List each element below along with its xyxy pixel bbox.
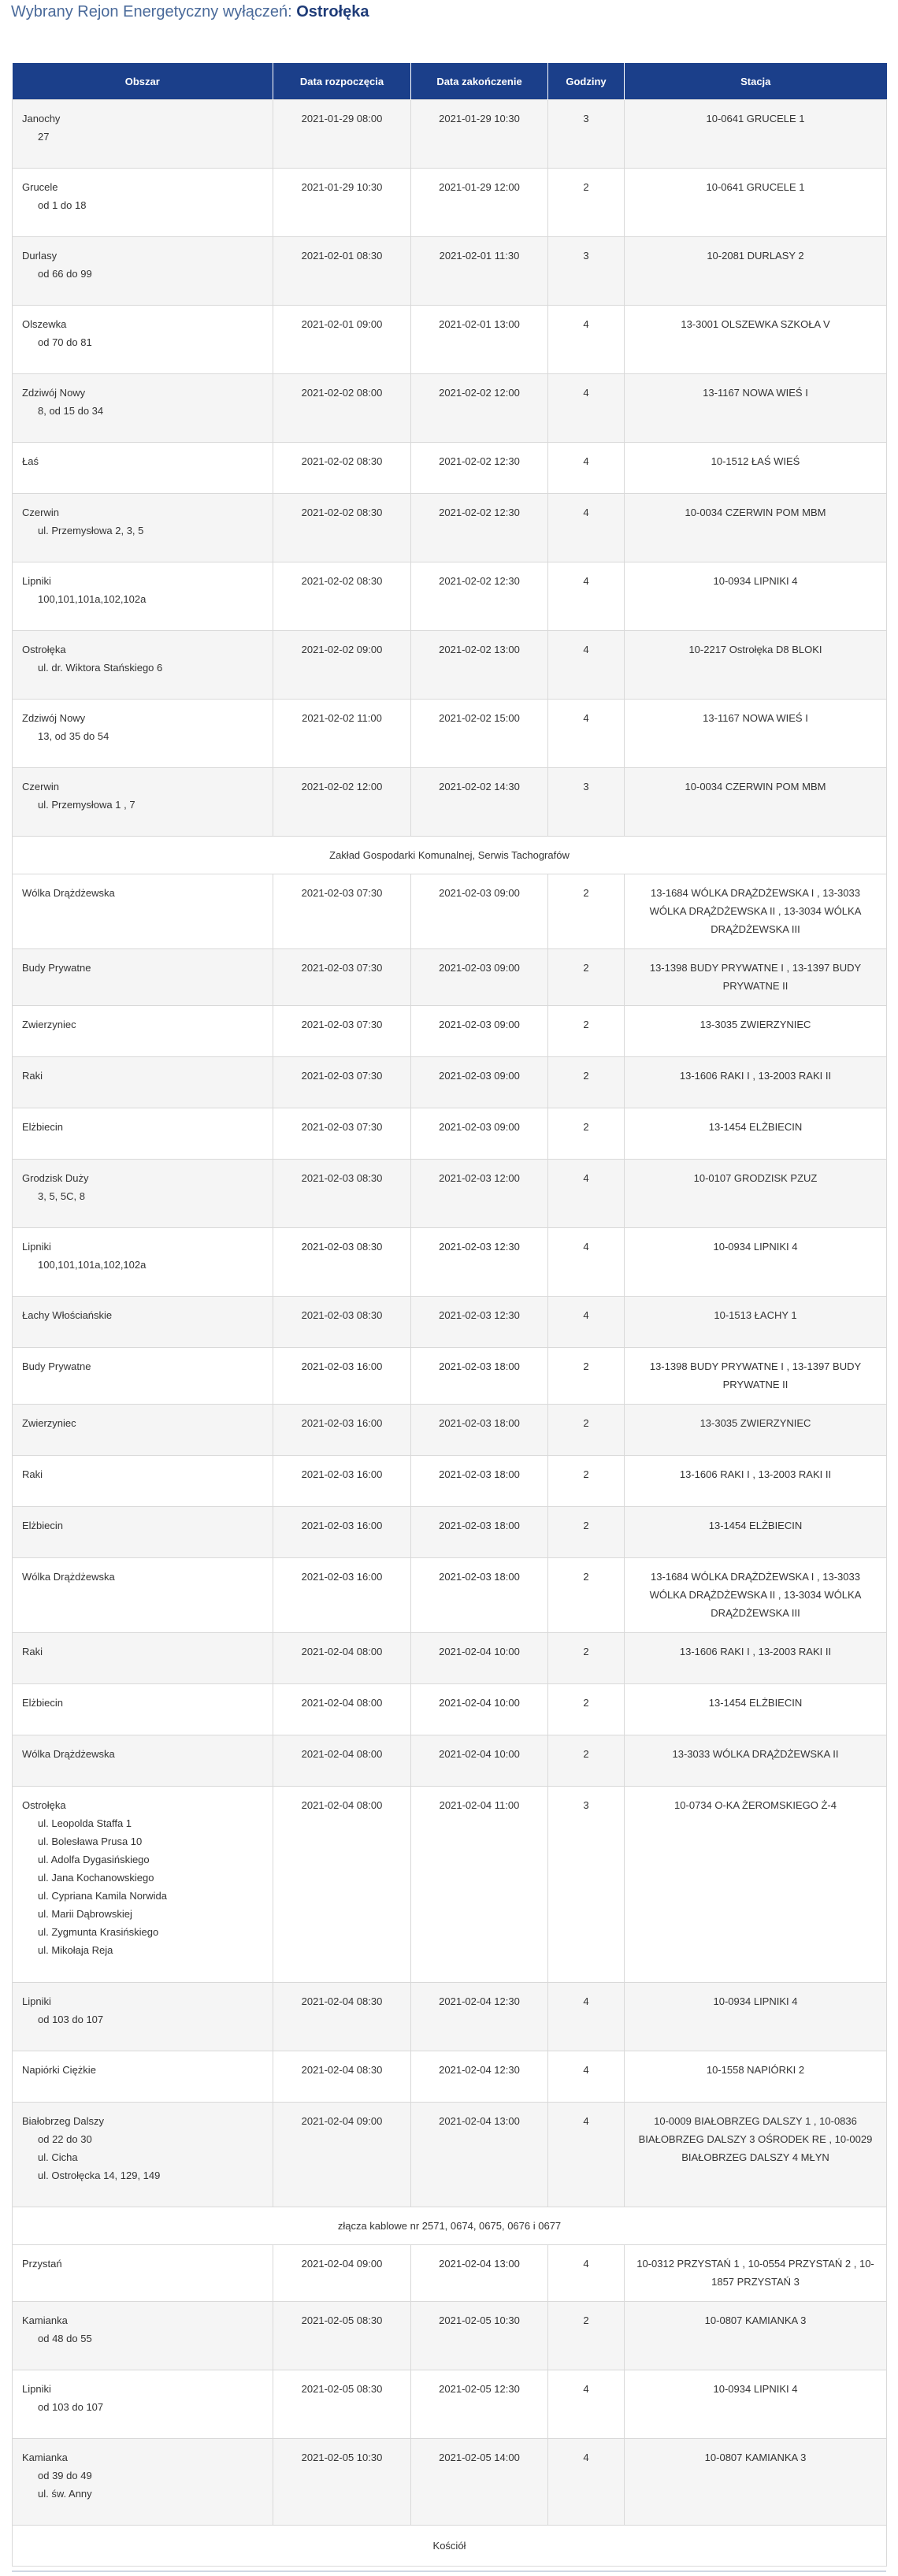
cell-start: 2021-02-04 09:00 <box>273 2245 411 2302</box>
area-detail: ul. Bolesława Prusa 10 <box>38 1835 143 1847</box>
area-detail: ul. Przemysłowa 1 , 7 <box>38 799 135 811</box>
cell-station: 13-1606 RAKI I , 13-2003 RAKI II <box>625 1057 887 1108</box>
area-name: Lipniki <box>22 2383 51 2395</box>
cell-area <box>13 1633 273 1684</box>
cell-end: 2021-01-29 12:00 <box>411 169 548 237</box>
cell-end: 2021-02-02 14:30 <box>411 768 548 837</box>
area-detail: ul. Jana Kochanowskiego <box>38 1872 154 1884</box>
cell-start: 2021-02-04 08:00 <box>273 1787 411 1983</box>
cell-end: 2021-02-03 09:00 <box>411 1006 548 1057</box>
area-name: Przystań <box>22 2258 62 2270</box>
area-detail: 3, 5, 5C, 8 <box>38 1190 85 1202</box>
cell-hours: 4 <box>548 2051 625 2103</box>
cell-hours: 4 <box>548 1228 625 1297</box>
cell-station: 13-1454 ELŻBIECIN <box>625 1108 887 1160</box>
cell-start: 2021-02-03 08:30 <box>273 1297 411 1348</box>
table-row <box>13 1297 887 1348</box>
cell-end: 2021-02-03 18:00 <box>411 1405 548 1456</box>
cell-area <box>13 494 273 562</box>
cell-start: 2021-02-01 09:00 <box>273 306 411 374</box>
cell-area <box>13 1558 273 1633</box>
table-row <box>13 1108 887 1160</box>
cell-area <box>13 2245 273 2302</box>
table-row <box>13 1057 887 1108</box>
cell-end: 2021-02-01 11:30 <box>411 237 548 306</box>
cell-end: 2021-02-02 13:00 <box>411 631 548 700</box>
cell-start: 2021-02-02 12:00 <box>273 768 411 837</box>
area-detail: od 39 do 49 <box>38 2470 92 2481</box>
cell-area <box>13 1456 273 1507</box>
cell-station: 10-1513 ŁACHY 1 <box>625 1297 887 1348</box>
cell-start: 2021-02-04 08:30 <box>273 1983 411 2051</box>
group-note: Kościół <box>13 2526 887 2567</box>
cell-start: 2021-02-04 09:00 <box>273 2103 411 2207</box>
cell-station: 13-1454 ELŻBIECIN <box>625 1684 887 1735</box>
cell-station: 10-0107 GRODZISK PZUZ <box>625 1160 887 1228</box>
cell-end: 2021-02-03 12:30 <box>411 1228 548 1297</box>
cell-hours: 4 <box>548 494 625 562</box>
cell-hours: 4 <box>548 2439 625 2526</box>
cell-area <box>13 1006 273 1057</box>
cell-end: 2021-02-03 09:00 <box>411 1057 548 1108</box>
cell-end: 2021-02-02 12:00 <box>411 374 548 443</box>
cell-station: 13-1684 WÓLKA DRĄŻDŻEWSKA I , 13-3033 WÓLKA DRĄŻDŻEWSKA II , 13-3034 WÓLKA DRĄŻDŻEWSKA III <box>625 874 887 949</box>
area-name: Grucele <box>22 181 58 193</box>
area-detail: od 103 do 107 <box>38 2014 104 2025</box>
area-name: Olszewka <box>22 318 67 330</box>
table-row <box>13 443 887 494</box>
cell-start: 2021-02-04 08:00 <box>273 1735 411 1787</box>
table-row <box>13 169 887 237</box>
column-header-area: Obszar <box>13 63 273 100</box>
area-detail: 13, od 35 do 54 <box>38 730 109 742</box>
table-row <box>13 1633 887 1684</box>
cell-start: 2021-02-02 08:30 <box>273 562 411 631</box>
cell-station: 13-1606 RAKI I , 13-2003 RAKI II <box>625 1633 887 1684</box>
cell-area <box>13 443 273 494</box>
area-detail: ul. Przemysłowa 2, 3, 5 <box>38 525 144 536</box>
cell-hours: 2 <box>548 169 625 237</box>
cell-station: 10-0934 LIPNIKI 4 <box>625 2370 887 2439</box>
cell-area <box>13 1684 273 1735</box>
cell-hours: 4 <box>548 443 625 494</box>
area-detail: ul. Leopolda Staffa 1 <box>38 1817 132 1829</box>
cell-start: 2021-02-05 08:30 <box>273 2302 411 2370</box>
cell-hours: 2 <box>548 1684 625 1735</box>
area-name: Raki <box>22 1070 43 1082</box>
area-name: Zwierzyniec <box>22 1417 76 1429</box>
cell-hours: 2 <box>548 1456 625 1507</box>
cell-area <box>13 949 273 1006</box>
cell-station: 10-1512 ŁAŚ WIEŚ <box>625 443 887 494</box>
table-row <box>13 306 887 374</box>
group-note: Zakład Gospodarki Komunalnej, Serwis Tachografów <box>13 837 887 874</box>
area-name: Czerwin <box>22 507 59 518</box>
area-name: Grodzisk Duży <box>22 1172 89 1184</box>
cell-hours: 3 <box>548 237 625 306</box>
table-bottom-border <box>12 2570 886 2572</box>
cell-area <box>13 1787 273 1983</box>
group-note-row <box>13 837 887 874</box>
cell-hours: 3 <box>548 1787 625 1983</box>
cell-hours: 2 <box>548 1108 625 1160</box>
area-name: Kamianka <box>22 2314 68 2326</box>
area-detail: ul. Mikołaja Reja <box>38 1944 113 1956</box>
cell-station: 10-0934 LIPNIKI 4 <box>625 562 887 631</box>
cell-start: 2021-02-02 08:30 <box>273 494 411 562</box>
table-row <box>13 1348 887 1405</box>
cell-station: 10-0009 BIAŁOBRZEG DALSZY 1 , 10-0836 BIAŁOBRZEG DALSZY 3 OŚRODEK RE , 10-0029 BIAŁOBRZEG DALSZY 4 MŁYN <box>625 2103 887 2207</box>
cell-area <box>13 237 273 306</box>
table-row <box>13 374 887 443</box>
cell-start: 2021-02-01 08:30 <box>273 237 411 306</box>
group-note-row <box>13 2207 887 2245</box>
cell-hours: 3 <box>548 100 625 169</box>
cell-area <box>13 700 273 768</box>
area-detail: od 22 do 30 <box>38 2133 92 2145</box>
outage-table-body <box>13 100 887 2567</box>
table-row <box>13 1006 887 1057</box>
cell-area <box>13 562 273 631</box>
page-heading <box>11 2 369 22</box>
cell-end: 2021-02-03 18:00 <box>411 1348 548 1405</box>
table-row <box>13 1558 887 1633</box>
cell-start: 2021-02-03 16:00 <box>273 1456 411 1507</box>
cell-end: 2021-02-02 12:30 <box>411 494 548 562</box>
cell-area <box>13 2103 273 2207</box>
cell-end: 2021-02-05 10:30 <box>411 2302 548 2370</box>
cell-hours: 2 <box>548 1735 625 1787</box>
cell-end: 2021-02-04 13:00 <box>411 2245 548 2302</box>
cell-start: 2021-02-05 08:30 <box>273 2370 411 2439</box>
area-name: Zwierzyniec <box>22 1019 76 1030</box>
table-row <box>13 2103 887 2207</box>
area-name: Durlasy <box>22 250 58 262</box>
area-detail: 100,101,101a,102,102a <box>38 593 147 605</box>
cell-station: 10-0734 O-KA ŻEROMSKIEGO Ż-4 <box>625 1787 887 1983</box>
cell-hours: 4 <box>548 2245 625 2302</box>
cell-hours: 4 <box>548 374 625 443</box>
table-row <box>13 1684 887 1735</box>
cell-station: 10-1558 NAPIÓRKI 2 <box>625 2051 887 2103</box>
cell-station: 13-1167 NOWA WIEŚ I <box>625 374 887 443</box>
cell-start: 2021-02-03 16:00 <box>273 1348 411 1405</box>
group-note-row <box>13 2526 887 2567</box>
cell-hours: 4 <box>548 700 625 768</box>
cell-start: 2021-02-03 07:30 <box>273 1057 411 1108</box>
area-name: Wólka Drążdżewska <box>22 887 115 899</box>
cell-hours: 2 <box>548 1348 625 1405</box>
cell-end: 2021-02-03 12:30 <box>411 1297 548 1348</box>
cell-area <box>13 1297 273 1348</box>
area-detail: ul. św. Anny <box>38 2488 92 2500</box>
table-row <box>13 1507 887 1558</box>
cell-start: 2021-02-03 07:30 <box>273 1006 411 1057</box>
cell-end: 2021-02-02 15:00 <box>411 700 548 768</box>
cell-end: 2021-02-03 18:00 <box>411 1507 548 1558</box>
area-name: Elżbiecin <box>22 1520 64 1531</box>
cell-area <box>13 100 273 169</box>
table-row <box>13 494 887 562</box>
table-row <box>13 874 887 949</box>
cell-end: 2021-02-02 12:30 <box>411 443 548 494</box>
area-detail: 8, od 15 do 34 <box>38 405 104 417</box>
cell-area <box>13 768 273 837</box>
area-name: Napiórki Ciężkie <box>22 2064 96 2076</box>
area-name: Zdziwój Nowy <box>22 712 86 724</box>
cell-area <box>13 1735 273 1787</box>
outage-table <box>12 63 887 2567</box>
cell-station: 10-2081 DURLASY 2 <box>625 237 887 306</box>
column-header-hours: Godziny <box>548 63 625 100</box>
area-name: Wólka Drążdżewska <box>22 1571 115 1583</box>
cell-area <box>13 1507 273 1558</box>
cell-station: 13-1398 BUDY PRYWATNE I , 13-1397 BUDY PRYWATNE II <box>625 949 887 1006</box>
cell-start: 2021-02-03 16:00 <box>273 1405 411 1456</box>
area-detail: ul. Cypriana Kamila Norwida <box>38 1890 168 1902</box>
cell-station: 10-0807 KAMIANKA 3 <box>625 2302 887 2370</box>
cell-start: 2021-02-02 08:00 <box>273 374 411 443</box>
cell-area <box>13 874 273 949</box>
cell-area <box>13 1108 273 1160</box>
cell-end: 2021-02-04 12:30 <box>411 2051 548 2103</box>
cell-end: 2021-02-03 18:00 <box>411 1456 548 1507</box>
cell-end: 2021-02-04 12:30 <box>411 1983 548 2051</box>
area-name: Raki <box>22 1646 43 1657</box>
cell-start: 2021-02-05 10:30 <box>273 2439 411 2526</box>
cell-area <box>13 2370 273 2439</box>
column-header-end: Data zakończenie <box>411 63 548 100</box>
cell-end: 2021-02-04 10:00 <box>411 1684 548 1735</box>
column-header-station: Stacja <box>625 63 887 100</box>
cell-start: 2021-02-03 16:00 <box>273 1558 411 1633</box>
cell-station: 13-1454 ELŻBIECIN <box>625 1507 887 1558</box>
cell-station: 13-3035 ZWIERZYNIEC <box>625 1006 887 1057</box>
area-name: Łachy Włościańskie <box>22 1309 113 1321</box>
area-detail: ul. Adolfa Dygasińskiego <box>38 1854 150 1865</box>
cell-station: 10-0641 GRUCELE 1 <box>625 100 887 169</box>
table-row <box>13 1228 887 1297</box>
area-name: Lipniki <box>22 575 51 587</box>
cell-station: 10-0934 LIPNIKI 4 <box>625 1983 887 2051</box>
cell-hours: 2 <box>548 2302 625 2370</box>
cell-hours: 3 <box>548 768 625 837</box>
cell-start: 2021-01-29 08:00 <box>273 100 411 169</box>
area-detail: od 70 do 81 <box>38 336 92 348</box>
area-name: Kamianka <box>22 2452 68 2463</box>
cell-start: 2021-02-02 08:30 <box>273 443 411 494</box>
table-row <box>13 1787 887 1983</box>
table-row <box>13 631 887 700</box>
cell-station: 10-0034 CZERWIN POM MBM <box>625 494 887 562</box>
table-row <box>13 2439 887 2526</box>
area-name: Ostrołęka <box>22 644 66 655</box>
cell-area <box>13 1057 273 1108</box>
cell-hours: 4 <box>548 1160 625 1228</box>
cell-end: 2021-02-04 10:00 <box>411 1633 548 1684</box>
cell-station: 10-0034 CZERWIN POM MBM <box>625 768 887 837</box>
area-detail: od 103 do 107 <box>38 2401 104 2413</box>
cell-start: 2021-02-04 08:30 <box>273 2051 411 2103</box>
cell-station: 10-0312 PRZYSTAŃ 1 , 10-0554 PRZYSTAŃ 2 , 10-1857 PRZYSTAŃ 3 <box>625 2245 887 2302</box>
cell-end: 2021-01-29 10:30 <box>411 100 548 169</box>
cell-hours: 2 <box>548 874 625 949</box>
cell-start: 2021-02-02 09:00 <box>273 631 411 700</box>
cell-start: 2021-02-03 07:30 <box>273 874 411 949</box>
table-row <box>13 1983 887 2051</box>
cell-hours: 4 <box>548 631 625 700</box>
cell-hours: 2 <box>548 949 625 1006</box>
area-detail: ul. dr. Wiktora Stańskiego 6 <box>38 662 163 674</box>
area-name: Wólka Drążdżewska <box>22 1748 115 1760</box>
cell-hours: 2 <box>548 1507 625 1558</box>
cell-hours: 2 <box>548 1558 625 1633</box>
cell-area <box>13 2439 273 2526</box>
area-name: Lipniki <box>22 1241 51 1253</box>
cell-area <box>13 1348 273 1405</box>
area-name: Zdziwój Nowy <box>22 387 86 399</box>
area-name: Czerwin <box>22 781 59 792</box>
cell-hours: 2 <box>548 1057 625 1108</box>
table-row <box>13 700 887 768</box>
cell-area <box>13 2302 273 2370</box>
cell-area <box>13 306 273 374</box>
cell-hours: 4 <box>548 1297 625 1348</box>
table-row <box>13 949 887 1006</box>
cell-hours: 2 <box>548 1633 625 1684</box>
cell-hours: 4 <box>548 306 625 374</box>
area-name: Elżbiecin <box>22 1697 64 1709</box>
cell-area <box>13 631 273 700</box>
cell-station: 10-0934 LIPNIKI 4 <box>625 1228 887 1297</box>
table-row <box>13 1456 887 1507</box>
cell-start: 2021-01-29 10:30 <box>273 169 411 237</box>
table-row <box>13 562 887 631</box>
cell-area <box>13 1160 273 1228</box>
cell-area <box>13 1405 273 1456</box>
cell-start: 2021-02-03 08:30 <box>273 1228 411 1297</box>
cell-station: 13-1167 NOWA WIEŚ I <box>625 700 887 768</box>
column-header-start: Data rozpoczęcia <box>273 63 411 100</box>
cell-station: 10-2217 Ostrołęka D8 BLOKI <box>625 631 887 700</box>
area-name: Budy Prywatne <box>22 1360 91 1372</box>
area-detail: ul. Marii Dąbrowskiej <box>38 1908 132 1920</box>
area-detail: 27 <box>38 131 50 143</box>
area-name: Ostrołęka <box>22 1799 66 1811</box>
table-header-row <box>13 63 887 100</box>
area-name: Białobrzeg Dalszy <box>22 2115 105 2127</box>
table-row <box>13 1160 887 1228</box>
cell-area <box>13 2051 273 2103</box>
table-row <box>13 100 887 169</box>
table-row <box>13 237 887 306</box>
cell-start: 2021-02-03 07:30 <box>273 949 411 1006</box>
cell-station: 10-0807 KAMIANKA 3 <box>625 2439 887 2526</box>
cell-hours: 2 <box>548 1405 625 1456</box>
cell-station: 13-3033 WÓLKA DRĄŻDŻEWSKA II <box>625 1735 887 1787</box>
cell-start: 2021-02-04 08:00 <box>273 1633 411 1684</box>
cell-end: 2021-02-03 12:00 <box>411 1160 548 1228</box>
cell-area <box>13 169 273 237</box>
cell-start: 2021-02-03 08:30 <box>273 1160 411 1228</box>
cell-end: 2021-02-05 12:30 <box>411 2370 548 2439</box>
cell-station: 13-3035 ZWIERZYNIEC <box>625 1405 887 1456</box>
cell-end: 2021-02-04 10:00 <box>411 1735 548 1787</box>
cell-start: 2021-02-03 07:30 <box>273 1108 411 1160</box>
cell-start: 2021-02-02 11:00 <box>273 700 411 768</box>
area-detail: od 1 do 18 <box>38 199 87 211</box>
area-name: Lipniki <box>22 1995 51 2007</box>
area-detail: ul. Cicha <box>38 2151 78 2163</box>
cell-area <box>13 1228 273 1297</box>
cell-station: 13-3001 OLSZEWKA SZKOŁA V <box>625 306 887 374</box>
cell-hours: 4 <box>548 2103 625 2207</box>
table-row <box>13 2051 887 2103</box>
table-row <box>13 2302 887 2370</box>
area-detail: od 48 do 55 <box>38 2333 92 2344</box>
cell-hours: 4 <box>548 2370 625 2439</box>
table-row <box>13 1735 887 1787</box>
cell-station: 10-0641 GRUCELE 1 <box>625 169 887 237</box>
area-detail: ul. Zygmunta Krasińskiego <box>38 1926 159 1938</box>
cell-end: 2021-02-02 12:30 <box>411 562 548 631</box>
table-row <box>13 1405 887 1456</box>
cell-hours: 2 <box>548 1006 625 1057</box>
cell-station: 13-1606 RAKI I , 13-2003 RAKI II <box>625 1456 887 1507</box>
cell-end: 2021-02-03 09:00 <box>411 949 548 1006</box>
cell-end: 2021-02-03 09:00 <box>411 874 548 949</box>
selected-region[interactable]: Ostrołęka <box>296 3 369 20</box>
cell-station: 13-1684 WÓLKA DRĄŻDŻEWSKA I , 13-3033 WÓLKA DRĄŻDŻEWSKA II , 13-3034 WÓLKA DRĄŻDŻEWSKA III <box>625 1558 887 1633</box>
heading-prefix: Wybrany Rejon Energetyczny wyłączeń: <box>11 3 292 20</box>
cell-area <box>13 374 273 443</box>
cell-area <box>13 1983 273 2051</box>
group-note: złącza kablowe nr 2571, 0674, 0675, 0676 i 0677 <box>13 2207 887 2245</box>
area-name: Janochy <box>22 113 61 124</box>
cell-end: 2021-02-04 13:00 <box>411 2103 548 2207</box>
cell-hours: 4 <box>548 562 625 631</box>
cell-end: 2021-02-03 18:00 <box>411 1558 548 1633</box>
table-row <box>13 2245 887 2302</box>
cell-start: 2021-02-03 16:00 <box>273 1507 411 1558</box>
area-name: Łaś <box>22 455 39 467</box>
cell-end: 2021-02-03 09:00 <box>411 1108 548 1160</box>
table-row <box>13 2370 887 2439</box>
area-name: Budy Prywatne <box>22 962 91 974</box>
area-name: Raki <box>22 1468 43 1480</box>
cell-station: 13-1398 BUDY PRYWATNE I , 13-1397 BUDY PRYWATNE II <box>625 1348 887 1405</box>
area-detail: od 66 do 99 <box>38 268 92 280</box>
cell-start: 2021-02-04 08:00 <box>273 1684 411 1735</box>
cell-hours: 4 <box>548 1983 625 2051</box>
cell-end: 2021-02-01 13:00 <box>411 306 548 374</box>
table-row <box>13 768 887 837</box>
area-detail: 100,101,101a,102,102a <box>38 1259 147 1271</box>
cell-end: 2021-02-04 11:00 <box>411 1787 548 1983</box>
cell-end: 2021-02-05 14:00 <box>411 2439 548 2526</box>
area-name: Elżbiecin <box>22 1121 64 1133</box>
area-detail: ul. Ostrołęcka 14, 129, 149 <box>38 2170 161 2181</box>
